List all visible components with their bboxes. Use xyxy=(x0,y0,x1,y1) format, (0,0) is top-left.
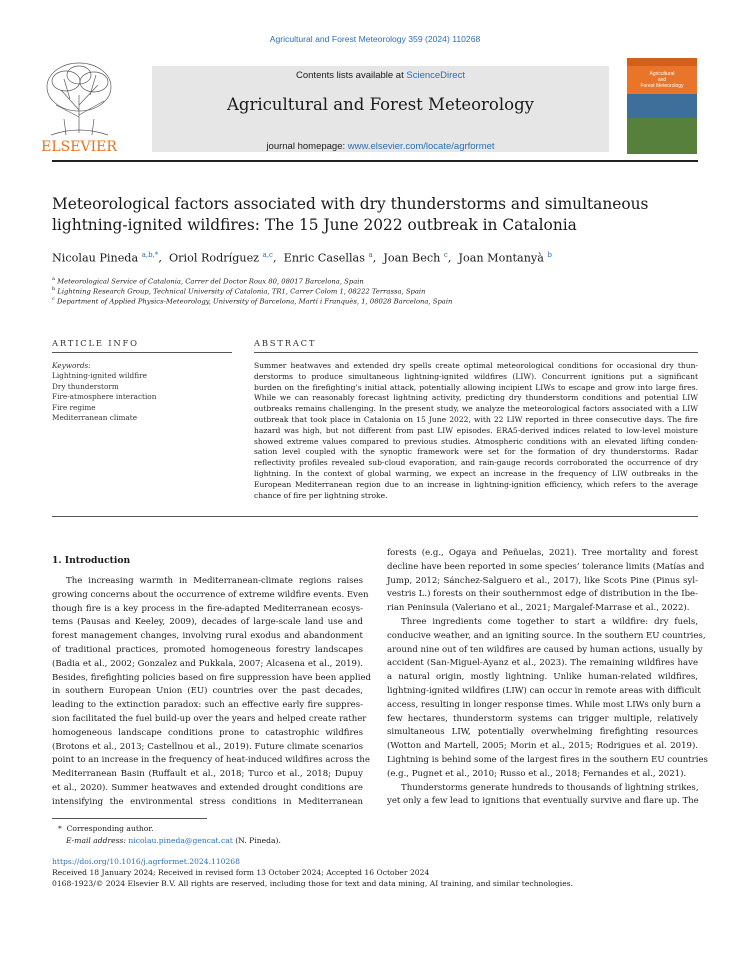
body-line: Three ingredients come together to start a wildfire: dry fuels, xyxy=(401,616,698,627)
keywords-label: Keywords: xyxy=(52,361,91,370)
abstract-line: While we can reasonably forecast lightning activity, predicting dry thunderstorm conditions and potential LIW xyxy=(254,393,698,403)
body-line: forests (e.g., Ogaya and Peñuelas, 2021). Tree mortality and forest xyxy=(387,548,698,558)
author-name: Enric Casellas xyxy=(283,251,365,265)
abstract-line: outbreaks remains challenging. In the present study, we analyze the meteorological factors associated with a LIW xyxy=(254,404,698,414)
author-affiliation-marks[interactable]: a,c xyxy=(262,251,273,259)
body-line: tems (Pausas and Keeley, 2009), decades of large-scale land use and xyxy=(52,617,363,628)
affiliation: $^a$ Meteorological Service of Catalonia, Carrer del Doctor Roux 80, 08017 Barcelona, Spain xyxy=(52,276,364,286)
footnote-divider xyxy=(52,818,207,819)
abstract-line: burden on the firefighting’s initial attack, potentially allowing incipient LIWs to escape and grow into large fires. xyxy=(254,382,698,392)
author-list: Nicolau Pineda $^{a,b,*}$, Oriol Rodríguez $^{a,c}$, Enric Casellas $^a$, Joan Bech $^c$, Joan Montanyà $^b$ xyxy=(52,251,552,265)
author-name: Nicolau Pineda xyxy=(52,251,139,265)
publisher-wordmark: ELSEVIER xyxy=(41,139,117,155)
body-line: vestris L.) forests on their southernmost edge of distribution in the Ibe- xyxy=(387,589,698,600)
keyword: Dry thunderstorm xyxy=(52,381,119,391)
email-suffix: (N. Pineda). xyxy=(235,836,281,845)
homepage-prefix: journal homepage: xyxy=(266,141,348,152)
body-line: Besides, firefighting policies based on fire suppression have been applied xyxy=(52,672,371,683)
abstract-line: showed extreme values compared to previous studies. Atmospheric conditions with an elevated lifting conden- xyxy=(254,436,698,446)
article-info-divider xyxy=(52,352,232,353)
abstract-line: hazard was high, but not different from past LIW episodes. ERA5-derived indices related to low-level moisture xyxy=(254,425,698,435)
keyword: Fire-atmosphere interaction xyxy=(52,392,157,401)
author-affiliation-marks[interactable]: a xyxy=(368,251,373,259)
article-title xyxy=(52,194,652,236)
homepage-link[interactable]: www.elsevier.com/locate/agrformet xyxy=(347,141,495,152)
copyright-line: 0168-1923/© 2024 Elsevier B.V. All rights are reserved, including those for text and data mining, AI training, and similar technologies. xyxy=(52,879,574,889)
body-line: though fire is a key process in the fire-adapted Mediterranean ecosys- xyxy=(52,603,363,614)
body-line: few hectares, thunderstorm systems can trigger multiple, relatively xyxy=(387,713,698,724)
body-line: Lightning is behind some of the largest fires in the southern EU countries xyxy=(387,754,708,765)
author-name: Joan Montanyà xyxy=(458,251,544,265)
body-line: homogeneous landscape conditions prone to catastrophic wildfires xyxy=(52,727,363,738)
abstract-line: reflectivity profiles revealed sub-cloud evaporation, and rain-gauge records corroborated the occurrence of dry xyxy=(254,458,698,468)
body-line: yet only a few lead to ignitions that eventually survive and flare up. The xyxy=(387,796,699,807)
journal-title: Agricultural and Forest Meteorology xyxy=(227,95,534,114)
sciencedirect-link[interactable]: ScienceDirect xyxy=(406,70,465,81)
body-line: sion facilitated the fuel build-up over the years and helped create rather xyxy=(52,713,367,724)
abstract-line: chance of fire per lightning stroke. xyxy=(254,490,388,500)
journal-homepage xyxy=(152,141,609,152)
abstract-line: Summer heatwaves and extended dry spells create optimal meteorological conditions for occasional dry thun- xyxy=(254,361,698,370)
body-line: (Brotons et al., 2013; Castellnou et al., 2019). Future climate scenarios xyxy=(52,741,363,752)
abstract-line: lightning. In the context of global warming, we expect an increase in the frequency of LIW outbreaks in the xyxy=(254,468,698,478)
elsevier-logo xyxy=(26,55,132,155)
body-line: access, resulting in longer response times. While most LIWs only burn a xyxy=(387,699,701,710)
body-line: (e.g., Pugnet et al., 2010; Russo et al., 2018; Fernandes et al., 2021). xyxy=(387,768,687,779)
doi-link[interactable]: https://doi.org/10.1016/j.agrformet.2024.110268 xyxy=(52,857,240,866)
body-line: decline have been reported in some species’ tolerance limits (Matías and xyxy=(387,561,705,572)
abstract-divider xyxy=(254,352,698,353)
svg-text:Agricultural: Agricultural xyxy=(649,71,675,77)
keyword: Fire regime xyxy=(52,402,96,412)
abstract-heading: ABSTRACT xyxy=(254,338,317,348)
article-info-heading: ARTICLE INFO xyxy=(52,338,139,348)
author-name: Joan Bech xyxy=(383,251,441,265)
article-title-line: Meteorological factors associated with dry thunderstorms and simultaneous xyxy=(52,195,649,213)
body-line: a natural origin, mostly lightning. Unlike human-related wildfires, xyxy=(387,672,698,683)
body-line: simultaneous LIW, potentially overwhelming firefighting resources xyxy=(387,727,698,738)
intro-left-column xyxy=(52,575,371,810)
svg-text:Forest Meteorology: Forest Meteorology xyxy=(640,83,684,89)
body-line: Thunderstorms generate hundreds to thousands of lightning strikes, xyxy=(401,782,699,793)
body-line: Jump, 2012; Sánchez-Salguero et al., 2017), like Scots Pine (Pinus syl- xyxy=(387,575,698,586)
abstract-body xyxy=(254,361,698,501)
body-line: around nine out of ten wildfires are caused by human actions, usually by xyxy=(387,644,703,655)
intro-right-column xyxy=(387,547,708,809)
email-note xyxy=(66,836,281,845)
body-line: of traditional practices, promoted homogeneous forestry landscapes xyxy=(52,644,363,655)
article-title-line: lightning-ignited wildfires: The 15 June 2022 outbreak in Catalonia xyxy=(52,216,577,234)
abstract-end-divider xyxy=(52,516,698,517)
contents-prefix: Contents lists available at xyxy=(296,70,407,81)
body-line: intensifying the environmental stress conditions in Mediterranean xyxy=(52,796,363,807)
body-line: The increasing warmth in Mediterranean-climate regions raises xyxy=(66,576,363,586)
affiliation: $^c$ Department of Applied Physics-Meteorology, University of Barcelona, Martí i Franquès, 1, 08028 Barcelona, Spain xyxy=(52,296,453,306)
body-line: growing concerns about the occurrence of extreme wildfire events. Even xyxy=(52,589,369,600)
affiliation: $^b$ Lightning Research Group, Technical University of Catalonia, TR1, Carrer Colom 1, 08222 Terrassa, Spain xyxy=(52,286,426,296)
body-line: et al., 2020). Summer heatwaves and extended drought conditions are xyxy=(52,782,363,793)
abstract-line: outbreak that took place in Catalonia on 15 June 2022, with 22 LIW reported in three consecutive days. The fire xyxy=(254,414,698,424)
header-divider xyxy=(52,160,698,162)
corresponding-author-note: * Corresponding author. xyxy=(58,824,154,833)
body-line: conducive weather, and an igniting source. In the southern EU countries, xyxy=(387,630,706,641)
body-line: rian Peninsula (Valeriano et al., 2021; Margalef-Marrase et al., 2022). xyxy=(387,603,690,614)
body-line: Mediterranean Basin (Ruffault et al., 2018; Turco et al., 2018; Dupuy xyxy=(52,769,363,780)
body-line: leading to the extinction paradox: such an effective early fire suppres- xyxy=(52,700,363,711)
section-heading-introduction: 1. Introduction xyxy=(52,555,131,566)
journal-cover-thumbnail[interactable] xyxy=(627,58,697,154)
publication-dates: Received 18 January 2024; Received in revised form 13 October 2024; Accepted 16 October 2024 xyxy=(52,868,430,878)
body-line: lightning-ignited wildfires (LIW) can occur in remote areas with difficult xyxy=(387,685,701,696)
body-line: (Badia et al., 2002; Gonzalez and Pukkala, 2007; Alcasena et al., 2019). xyxy=(52,658,363,669)
author-affiliation-marks[interactable]: a,b,* xyxy=(141,251,159,259)
keyword: Mediterranean climate xyxy=(52,413,138,422)
keyword: Lightning-ignited wildfire xyxy=(52,371,147,380)
body-line: point to an increase in the frequency of heat-induced wildfires across the xyxy=(52,755,370,766)
body-line: (Wotton and Martell, 2005; Morin et al., 2015; Rodrigues et al. 2019). xyxy=(387,741,698,752)
abstract-line: sation level coupled with the synoptic framework were set for the formation of dry thunderstorms. Radar xyxy=(254,447,698,457)
body-line: in southern European Union (EU) countries over the past decades, xyxy=(52,686,363,697)
body-line: accident (San-Miguel-Ayanz et al., 2023). The remaining wildfires have xyxy=(387,658,698,669)
abstract-line: European Mediterranean region due to an increase in lightning-ignition efficiency, which refers to the average xyxy=(254,479,698,489)
journal-reference[interactable]: Agricultural and Forest Meteorology 359 (2024) 110268 xyxy=(269,34,481,44)
contents-line xyxy=(152,70,609,81)
body-line: forest management changes, involving rural exodus and abandonment xyxy=(52,631,363,642)
email-link[interactable]: nicolau.pineda@gencat.cat xyxy=(128,836,233,845)
svg-text:and: and xyxy=(657,77,667,83)
abstract-line: derstorms to produce simultaneous lightning-ignited wildfires (LIW). Concurrent ignitions put a significant xyxy=(254,371,698,381)
publication-info xyxy=(52,856,573,890)
author-name: Oriol Rodríguez xyxy=(168,251,260,265)
author-affiliation-marks[interactable]: c xyxy=(443,251,448,259)
email-label: E-mail address: xyxy=(66,836,126,845)
author-affiliation-marks[interactable]: b xyxy=(547,251,552,259)
